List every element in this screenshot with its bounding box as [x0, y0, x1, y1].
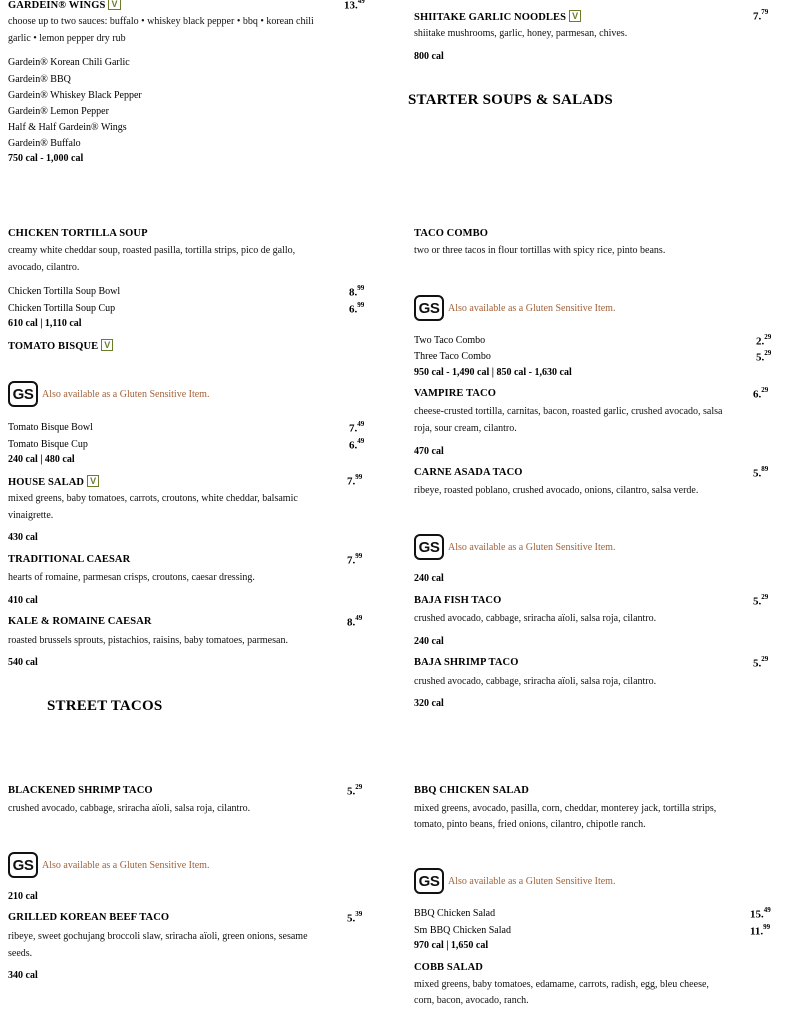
tomato-bisque-title: TOMATO BISQUE V	[8, 339, 113, 352]
kale-caesar-cal: 540 cal	[8, 657, 38, 668]
gardein-wings-cal: 750 cal - 1,000 cal	[8, 153, 84, 164]
baja-fish-taco-desc: crushed avocado, cabbage, sriracha aïoli, salsa roja, cilantro.	[414, 613, 657, 624]
gluten-sensitive-icon: GS	[8, 381, 38, 407]
carne-asada-taco-desc: ribeye, roasted poblano, crushed avocado, onions, cilantro, salsa verde.	[414, 485, 699, 496]
tomato-bisque-bowl-price: 7.49	[349, 420, 365, 435]
taco-combo-title: TACO COMBO	[414, 228, 489, 239]
gardein-wings-title: GARDEIN® WINGS V	[8, 0, 121, 11]
baja-shrimp-taco-price: 5.29	[753, 655, 769, 670]
two-taco-combo-label: Two Taco Combo	[414, 335, 486, 346]
bbq-chicken-salad-sm-price: 11.99	[750, 923, 771, 938]
cobb-salad-desc-1: mixed greens, baby tomatoes, edamame, carrots, radish, egg, bleu cheese,	[414, 979, 709, 990]
three-taco-combo-label: Three Taco Combo	[414, 351, 491, 362]
house-salad-desc-1: mixed greens, baby tomatoes, carrots, croutons, white cheddar, balsamic	[8, 493, 298, 504]
vegetarian-icon: V	[101, 339, 113, 351]
blackened-shrimp-taco-title: BLACKENED SHRIMP TACO	[8, 785, 153, 796]
gluten-sensitive-icon: GS	[414, 534, 444, 560]
baja-shrimp-taco-cal: 320 cal	[414, 698, 444, 709]
korean-beef-taco-desc-2: seeds.	[8, 948, 33, 959]
vampire-taco-cal: 470 cal	[414, 446, 444, 457]
section-heading-street-tacos: STREET TACOS	[47, 698, 163, 714]
blackened-shrimp-taco-price: 5.29	[347, 783, 363, 798]
chicken-tortilla-soup-desc-2: avocado, cilantro.	[8, 262, 80, 273]
tortilla-soup-bowl-price: 8.99	[349, 284, 365, 299]
gluten-sensitive-note	[8, 852, 209, 878]
tortilla-soup-bowl-label: Chicken Tortilla Soup Bowl	[8, 286, 121, 297]
gluten-sensitive-icon: GS	[414, 868, 444, 894]
traditional-caesar-title: TRADITIONAL CAESAR	[8, 554, 131, 565]
korean-beef-taco-title: GRILLED KOREAN BEEF TACO	[8, 912, 170, 923]
gardein-wings-desc-1: choose up to two sauces: buffalo • whiskey black pepper • bbq • korean chili	[8, 16, 314, 27]
kale-caesar-title: KALE & ROMAINE CAESAR	[8, 616, 152, 627]
cobb-salad-title: COBB SALAD	[414, 962, 483, 973]
carne-asada-taco-title: CARNE ASADA TACO	[414, 467, 523, 478]
vampire-taco-desc-2: roja, sour cream, cilantro.	[414, 423, 517, 434]
house-salad-desc-2: vinaigrette.	[8, 510, 54, 521]
gardein-option: Gardein® Buffalo	[8, 138, 81, 149]
baja-shrimp-taco-title: BAJA SHRIMP TACO	[414, 657, 519, 668]
gluten-sensitive-note	[8, 381, 209, 407]
taco-combo-cal: 950 cal - 1,490 cal | 850 cal - 1,630 cal	[414, 367, 572, 378]
bbq-chicken-salad-desc-2: tomato, pinto beans, fried onions, cilantro, chipotle ranch.	[414, 819, 646, 830]
two-taco-combo-price: 2.29	[756, 333, 772, 348]
korean-beef-taco-cal: 340 cal	[8, 970, 38, 981]
gluten-sensitive-note	[414, 295, 615, 321]
gluten-sensitive-text: Also available as a Gluten Sensitive Item.	[448, 541, 616, 553]
bbq-chicken-salad-sm-label: Sm BBQ Chicken Salad	[414, 925, 511, 936]
baja-fish-taco-price: 5.29	[753, 593, 769, 608]
vegetarian-icon: V	[569, 10, 581, 22]
gardein-option: Gardein® Lemon Pepper	[8, 106, 109, 117]
gluten-sensitive-text: Also available as a Gluten Sensitive Item.	[42, 388, 210, 400]
bbq-chicken-salad-full-price: 15.49	[750, 906, 771, 921]
vampire-taco-price: 6.29	[753, 386, 769, 401]
blackened-shrimp-taco-desc: crushed avocado, cabbage, sriracha aïoli, salsa roja, cilantro.	[8, 803, 251, 814]
gardein-option: Half & Half Gardein® Wings	[8, 122, 127, 133]
tomato-bisque-bowl-label: Tomato Bisque Bowl	[8, 422, 93, 433]
traditional-caesar-desc: hearts of romaine, parmesan crisps, croutons, caesar dressing.	[8, 572, 255, 583]
baja-fish-taco-cal: 240 cal	[414, 636, 444, 647]
house-salad-cal: 430 cal	[8, 532, 38, 543]
kale-caesar-desc: roasted brussels sprouts, pistachios, raisins, baby tomatoes, parmesan.	[8, 635, 288, 646]
gardein-option: Gardein® BBQ	[8, 74, 71, 85]
tomato-bisque-cup-price: 6.49	[349, 437, 365, 452]
tortilla-soup-cup-price: 6.99	[349, 301, 365, 316]
korean-beef-taco-price: 5.39	[347, 910, 363, 925]
carne-asada-taco-cal: 240 cal	[414, 573, 444, 584]
shiitake-noodles-cal: 800 cal	[414, 51, 444, 62]
vegetarian-icon: V	[87, 475, 99, 487]
cobb-salad-desc-2: corn, bacon, avocado, ranch.	[414, 995, 529, 1006]
three-taco-combo-price: 5.29	[756, 349, 772, 364]
gluten-sensitive-text: Also available as a Gluten Sensitive Item.	[448, 875, 616, 887]
korean-beef-taco-desc-1: ribeye, sweet gochujang broccoli slaw, sriracha aïoli, green onions, sesame	[8, 931, 308, 942]
gluten-sensitive-text: Also available as a Gluten Sensitive Item.	[42, 859, 210, 871]
gardein-wings-desc-2: garlic • lemon pepper dry rub	[8, 33, 126, 44]
bbq-chicken-salad-desc-1: mixed greens, avocado, pasilla, corn, cheddar, monterey jack, tortilla strips,	[414, 803, 717, 814]
gluten-sensitive-icon: GS	[8, 852, 38, 878]
blackened-shrimp-taco-cal: 210 cal	[8, 891, 38, 902]
traditional-caesar-price: 7.99	[347, 552, 363, 567]
bbq-chicken-salad-full-label: BBQ Chicken Salad	[414, 908, 496, 919]
baja-fish-taco-title: BAJA FISH TACO	[414, 595, 502, 606]
section-heading-starter-soups-salads: STARTER SOUPS & SALADS	[408, 92, 613, 108]
taco-combo-desc: two or three tacos in flour tortillas with spicy rice, pinto beans.	[414, 245, 666, 256]
shiitake-noodles-price: 7.79	[753, 8, 769, 23]
gluten-sensitive-note	[414, 534, 615, 560]
house-salad-price: 7.99	[347, 473, 363, 488]
chicken-tortilla-soup-title: CHICKEN TORTILLA SOUP	[8, 228, 148, 239]
vampire-taco-desc-1: cheese-crusted tortilla, carnitas, bacon, roasted garlic, crushed avocado, salsa	[414, 406, 723, 417]
gluten-sensitive-text: Also available as a Gluten Sensitive Item.	[448, 302, 616, 314]
tomato-bisque-cup-label: Tomato Bisque Cup	[8, 439, 88, 450]
vegetarian-icon: V	[108, 0, 120, 10]
chicken-tortilla-soup-desc-1: creamy white cheddar soup, roasted pasilla, tortilla strips, pico de gallo,	[8, 245, 296, 256]
gluten-sensitive-icon: GS	[414, 295, 444, 321]
carne-asada-taco-price: 5.89	[753, 465, 769, 480]
tortilla-soup-cup-label: Chicken Tortilla Soup Cup	[8, 303, 116, 314]
tortilla-soup-cal: 610 cal | 1,110 cal	[8, 318, 82, 329]
kale-caesar-price: 8.49	[347, 614, 363, 629]
shiitake-noodles-title: SHIITAKE GARLIC NOODLES V	[414, 10, 581, 23]
gluten-sensitive-note	[414, 868, 615, 894]
traditional-caesar-cal: 410 cal	[8, 595, 38, 606]
shiitake-noodles-desc: shiitake mushrooms, garlic, honey, parmesan, chives.	[414, 28, 628, 39]
gardein-option: Gardein® Whiskey Black Pepper	[8, 90, 142, 101]
gardein-wings-price: 13.49	[344, 0, 365, 12]
gardein-option: Gardein® Korean Chili Garlic	[8, 57, 130, 68]
vampire-taco-title: VAMPIRE TACO	[414, 388, 497, 399]
bbq-chicken-salad-cal: 970 cal | 1,650 cal	[414, 940, 489, 951]
bbq-chicken-salad-title: BBQ CHICKEN SALAD	[414, 785, 529, 796]
baja-shrimp-taco-desc: crushed avocado, cabbage, sriracha aïoli, salsa roja, cilantro.	[414, 676, 657, 687]
tomato-bisque-cal: 240 cal | 480 cal	[8, 454, 75, 465]
house-salad-title: HOUSE SALAD V	[8, 475, 99, 488]
